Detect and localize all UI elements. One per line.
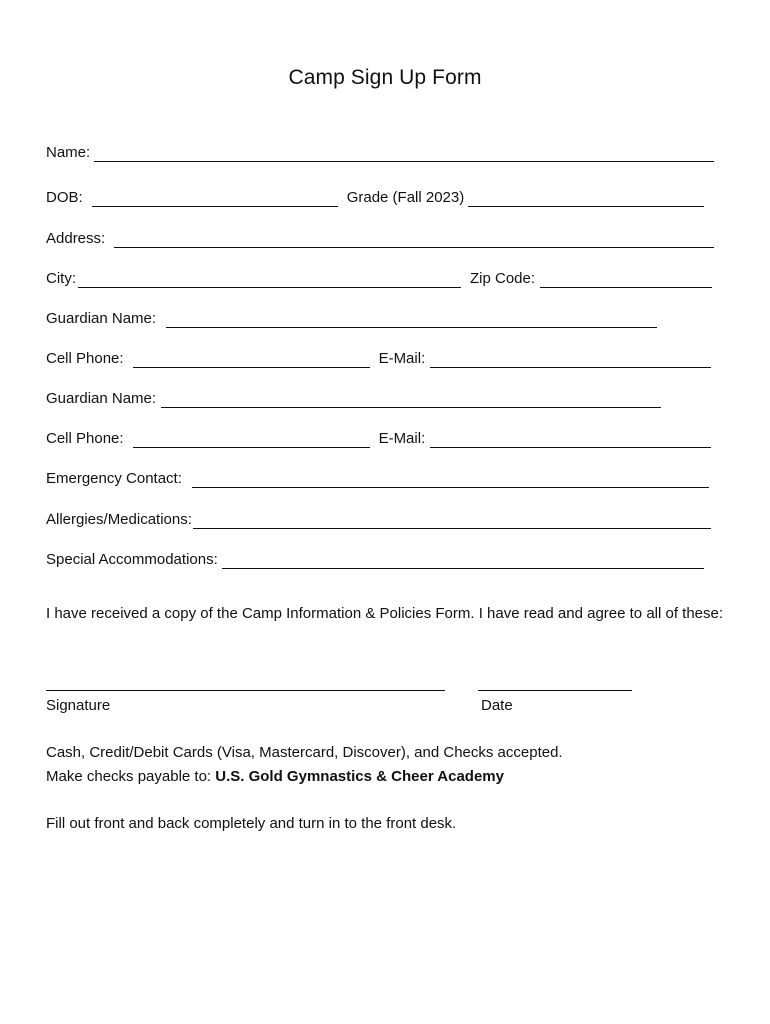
name-label: Name: <box>46 144 91 161</box>
cell-phone-1-label: Cell Phone: <box>46 350 124 367</box>
contact-1-row <box>46 346 711 368</box>
dob-grade-row <box>46 185 704 207</box>
contact-2-row <box>46 426 711 448</box>
payment-info <box>46 741 736 789</box>
address-field[interactable] <box>114 229 714 248</box>
grade-field[interactable] <box>468 188 704 207</box>
guardian-name-2-field[interactable] <box>161 389 661 408</box>
emergency-contact-field[interactable] <box>192 469 709 488</box>
city-label: City: <box>46 270 76 287</box>
cell-phone-2-label: Cell Phone: <box>46 430 124 447</box>
special-accommodations-row <box>46 547 704 569</box>
date-label: Date <box>481 697 513 714</box>
form-title: Camp Sign Up Form <box>288 66 482 89</box>
guardian-name-1-label: Guardian Name: <box>46 310 157 327</box>
zip-field[interactable] <box>540 269 712 288</box>
signature-label: Signature <box>46 697 111 714</box>
payable-to-prefix: Make checks payable to: <box>46 768 216 785</box>
instructions-text: Fill out front and back completely and turn in to the front desk. <box>46 815 457 832</box>
agreement-text: I have received a copy of the Camp Information & Policies Form. I have read and agree to all of these: <box>46 605 724 622</box>
dob-label: DOB: <box>46 189 83 206</box>
emergency-contact-row <box>46 466 709 488</box>
allergies-field[interactable] <box>193 510 711 529</box>
guardian-name-1-field[interactable] <box>166 309 657 328</box>
email-2-field[interactable] <box>430 429 711 448</box>
special-accommodations-field[interactable] <box>222 550 704 569</box>
zip-label: Zip Code: <box>470 270 536 287</box>
guardian-1-row <box>46 306 657 328</box>
guardian-2-row <box>46 386 661 408</box>
cell-phone-1-field[interactable] <box>133 349 370 368</box>
signature-field[interactable] <box>46 672 445 691</box>
payment-methods-text: Cash, Credit/Debit Cards (Visa, Mastercard, Discover), and Checks accepted. <box>46 744 563 761</box>
email-1-field[interactable] <box>430 349 711 368</box>
cell-phone-2-field[interactable] <box>133 429 370 448</box>
name-row <box>46 140 714 162</box>
guardian-name-2-label: Guardian Name: <box>46 390 157 407</box>
payee-name: U.S. Gold Gymnastics & Cheer Academy <box>215 768 504 785</box>
address-row <box>46 226 714 248</box>
city-field[interactable] <box>78 269 461 288</box>
email-2-label: E-Mail: <box>378 430 426 447</box>
city-zip-row <box>46 266 712 288</box>
address-label: Address: <box>46 230 106 247</box>
dob-field[interactable] <box>92 188 338 207</box>
payable-to-line <box>46 765 736 789</box>
date-field[interactable] <box>478 672 632 691</box>
grade-label: Grade (Fall 2023) <box>346 189 465 206</box>
special-accommodations-label: Special Accommodations: <box>46 551 218 568</box>
name-field[interactable] <box>94 143 714 162</box>
allergies-label: Allergies/Medications: <box>46 511 192 528</box>
emergency-contact-label: Emergency Contact: <box>46 470 182 487</box>
email-1-label: E-Mail: <box>378 350 426 367</box>
allergies-row <box>46 507 711 529</box>
